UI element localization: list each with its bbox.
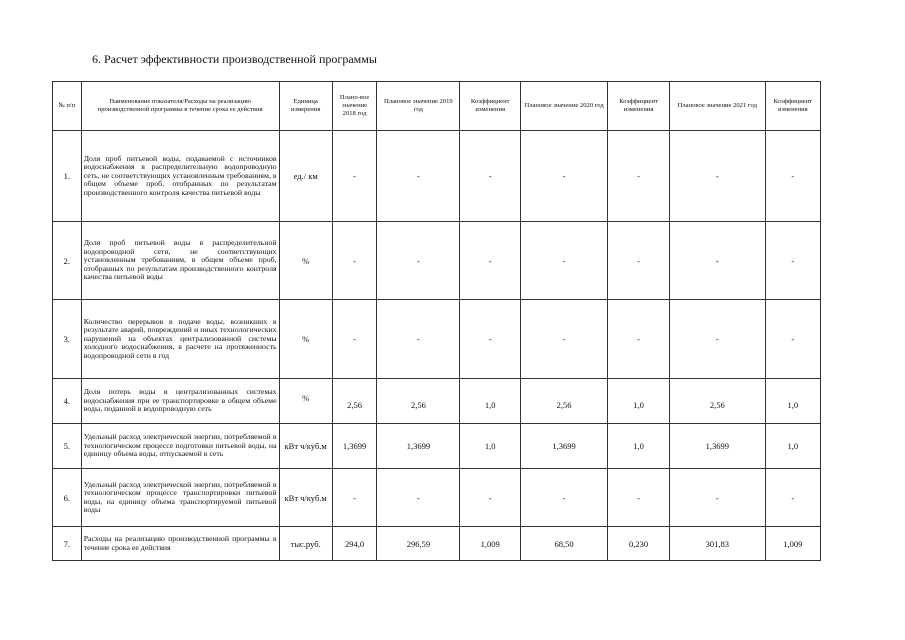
indicator-name: Количество перерывов в подаче воды, возникших в результате аварий, повреждений и иных технологических нарушений на объектах централизованной системы холодного водоснабжения, в расчете на протяженность водопроводной сети в год (81, 300, 279, 379)
value-cell: 294,0 (332, 527, 377, 561)
value-cell: - (332, 469, 377, 527)
unit-cell: кВт ч/куб.м (279, 424, 332, 469)
value-cell: 1,009 (460, 527, 521, 561)
value-cell: 301,83 (669, 527, 765, 561)
page-title: 6. Расчет эффективности производственной программы (92, 52, 377, 66)
row-number: 1. (53, 131, 82, 222)
unit-cell: ед./ км (279, 131, 332, 222)
value-cell: 2,56 (332, 379, 377, 424)
value-cell: 1,0 (608, 379, 670, 424)
value-cell: - (765, 469, 820, 527)
value-cell: - (460, 131, 521, 222)
value-cell: 0,230 (608, 527, 670, 561)
table-row (53, 469, 821, 527)
indicator-name: Удельный расход электрической энергии, потребляемой в технологическом процессе подготовки питьевой воды, на единицу объема воды, отпускаемой в сеть (81, 424, 279, 469)
header-cell: № п/п (53, 82, 82, 131)
row-number: 2. (53, 222, 82, 300)
value-cell: 1,0 (765, 379, 820, 424)
value-cell: - (669, 131, 765, 222)
value-cell: - (332, 131, 377, 222)
value-cell: 2,56 (377, 379, 460, 424)
unit-cell: % (279, 300, 332, 379)
value-cell: - (521, 469, 608, 527)
value-cell: - (332, 222, 377, 300)
value-cell: - (521, 222, 608, 300)
table-row (53, 131, 821, 222)
header-cell: Коэффициент изменения (608, 82, 670, 131)
value-cell: - (377, 131, 460, 222)
value-cell: - (765, 131, 820, 222)
indicator-name: Доля потерь воды в централизованных системах водоснабжения при ее транспортировке в общем объеме воды, поданной в водопроводную сеть (81, 379, 279, 424)
value-cell: - (608, 131, 670, 222)
value-cell: - (521, 131, 608, 222)
value-cell: 1,3699 (521, 424, 608, 469)
unit-cell: % (279, 222, 332, 300)
value-cell: 2,56 (669, 379, 765, 424)
value-cell: 1,3699 (377, 424, 460, 469)
value-cell: 1,009 (765, 527, 820, 561)
table-row (53, 300, 821, 379)
value-cell: - (669, 300, 765, 379)
indicator-name: Доля проб питьевой воды, подаваемой с источников водоснабжения в распределительную водопроводную сеть, не соответствующих установленным требованиям, в общем объеме проб, отобранных по результатам производственного контроля качества питьевой воды (81, 131, 279, 222)
value-cell: 1,0 (460, 424, 521, 469)
value-cell: - (460, 300, 521, 379)
table-row (53, 222, 821, 300)
value-cell: - (669, 469, 765, 527)
table-row (53, 527, 821, 561)
value-cell: - (460, 222, 521, 300)
value-cell: 296,59 (377, 527, 460, 561)
row-number: 4. (53, 379, 82, 424)
header-cell: Коэффициент изменения (765, 82, 820, 131)
header-cell: Коэффициент изменения (460, 82, 521, 131)
header-cell: Наименование показателя/Расходы на реализацию производственной программы в течение срока ее действия (81, 82, 279, 131)
header-cell: Плановое значение 2019 год (377, 82, 460, 131)
value-cell: - (377, 469, 460, 527)
unit-cell: тыс.руб. (279, 527, 332, 561)
header-cell: Плановое значение 2020 год (521, 82, 608, 131)
row-number: 3. (53, 300, 82, 379)
value-cell: 1,0 (608, 424, 670, 469)
value-cell: - (765, 300, 820, 379)
value-cell: - (377, 300, 460, 379)
header-cell: Плано-вое значение 2018 год (332, 82, 377, 131)
value-cell: - (377, 222, 460, 300)
value-cell: 1,3699 (669, 424, 765, 469)
value-cell: - (608, 469, 670, 527)
value-cell: 2,56 (521, 379, 608, 424)
row-number: 7. (53, 527, 82, 561)
value-cell: - (669, 222, 765, 300)
value-cell: 1,0 (765, 424, 820, 469)
indicator-name: Расходы на реализацию производственной программы в течение срока ее действия (81, 527, 279, 561)
value-cell: 68,50 (521, 527, 608, 561)
value-cell: 1,0 (460, 379, 521, 424)
unit-cell: кВт ч/куб.м (279, 469, 332, 527)
value-cell: - (608, 300, 670, 379)
efficiency-table (52, 81, 821, 561)
value-cell: - (608, 222, 670, 300)
header-row (53, 82, 821, 131)
value-cell: - (521, 300, 608, 379)
indicator-name: Удельный расход электрической энергии, потребляемой в технологическом процессе транспортировки питьевой воды, на единицу объема транспортируемой питьевой воды (81, 469, 279, 527)
row-number: 5. (53, 424, 82, 469)
indicator-name: Доля проб питьевой воды в распределительной водопроводной сети, не соответствующих установленным требованиям, в общем объеме проб, отобранных по результатам производственного контроля качества питьевой воды (81, 222, 279, 300)
value-cell: - (460, 469, 521, 527)
unit-cell: % (279, 379, 332, 424)
table-row (53, 424, 821, 469)
value-cell: - (765, 222, 820, 300)
header-cell: Плановое значение 2021 год (669, 82, 765, 131)
row-number: 6. (53, 469, 82, 527)
table-row (53, 379, 821, 424)
header-cell: Единица измерения (279, 82, 332, 131)
value-cell: 1,3699 (332, 424, 377, 469)
value-cell: - (332, 300, 377, 379)
